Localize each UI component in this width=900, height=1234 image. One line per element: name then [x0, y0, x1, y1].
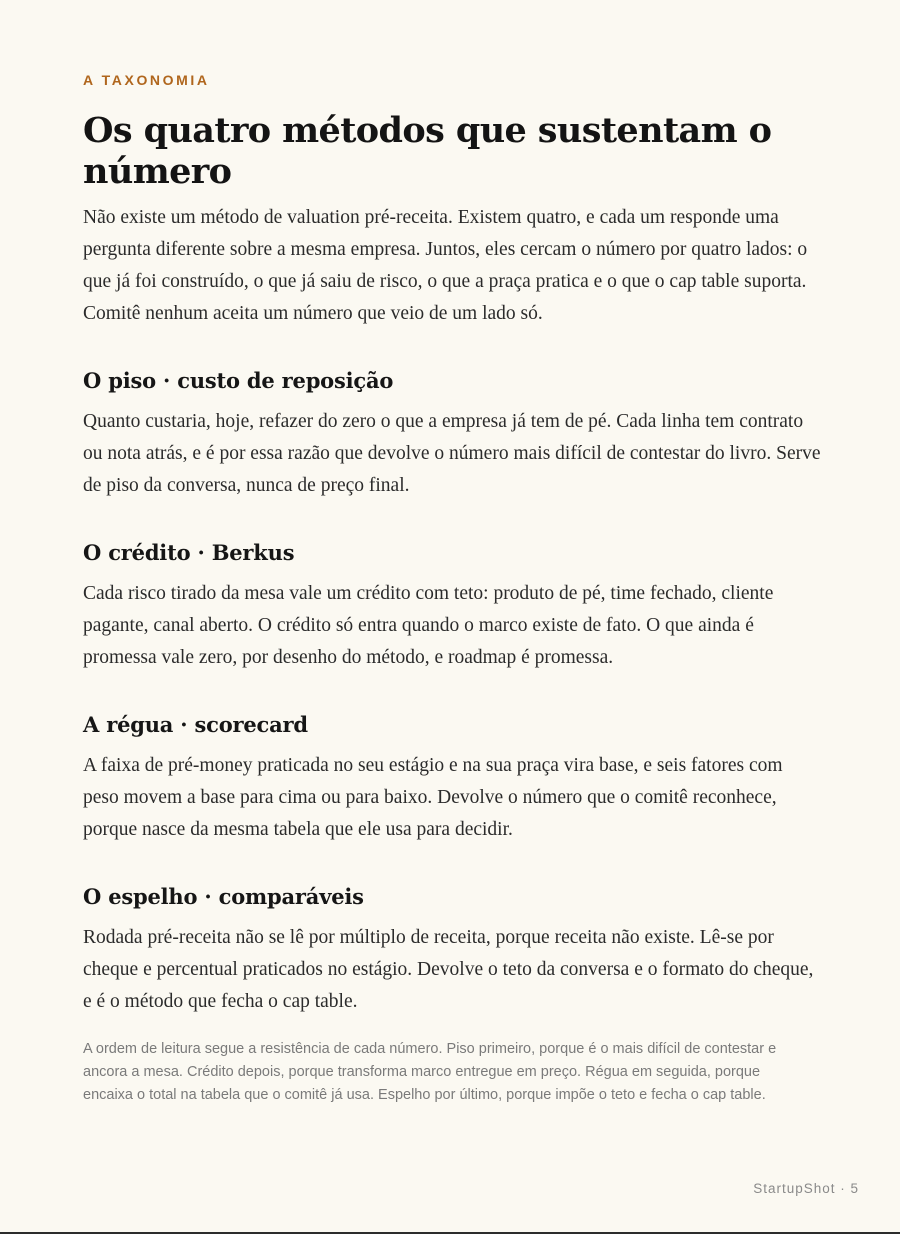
- method-body-espelho: Rodada pré-receita não se lê por múltiplo de receita, porque receita não existe. Lê-se por cheque e percentual praticados no estágio. Devolve o teto da conversa e o formato do cheque, e é o método que fecha o cap table.: [83, 927, 814, 1012]
- page-title: Os quatro métodos que sustentam o número: [83, 110, 772, 192]
- reading-order-note: A ordem de leitura segue a resistência de cada número. Piso primeiro, porque é o mais difícil de contestar e ancora a mesa. Crédito depois, porque transforma marco entregue em preço. Régua em seguida, porque encaixa o total na tabela que o comitê já usa. Espelho por último, porque impõe o teto e fecha o cap table.: [83, 1041, 777, 1103]
- lead-paragraph: Não existe um método de valuation pré-receita. Existem quatro, e cada um responde uma pergunta diferente sobre a mesma empresa. Juntos, eles cercam o número por quatro lados: o que já foi construído, o que já saiu de risco, o que a praça pratica e o que o cap table suporta. Comitê nenhum aceita um número que veio de um lado só.: [83, 207, 808, 324]
- method-body-credito: Cada risco tirado da mesa vale um crédito com teto: produto de pé, time fechado, cliente pagante, canal aberto. O crédito só entra quando o marco existe de fato. O que ainda é promessa vale zero, por desenho do método, e roadmap é promessa.: [83, 583, 774, 668]
- method-heading-espelho: O espelho · comparáveis: [83, 884, 364, 909]
- method-body-regua: A faixa de pré-money praticada no seu estágio e na sua praça vira base, e seis fatores com peso movem a base para cima ou para baixo. Devolve o número que o comitê reconhece, porque nasce da mesma tabela que ele usa para decidir.: [83, 755, 783, 840]
- page-footer: StartupShot · 5: [753, 1181, 859, 1196]
- method-heading-credito: O crédito · Berkus: [83, 540, 295, 565]
- method-section-regua: [83, 710, 823, 846]
- method-section-espelho: [83, 882, 823, 1018]
- section-eyebrow: A TAXONOMIA: [83, 72, 210, 88]
- method-section-piso: [83, 366, 823, 502]
- method-heading-piso: O piso · custo de reposição: [83, 368, 394, 393]
- method-heading-regua: A régua · scorecard: [83, 712, 308, 737]
- method-section-credito: [83, 538, 823, 674]
- method-body-piso: Quanto custaria, hoje, refazer do zero o que a empresa já tem de pé. Cada linha tem contrato ou nota atrás, e é por essa razão que devolve o número mais difícil de contestar do livro. Serve de piso da conversa, nunca de preço final.: [83, 411, 821, 496]
